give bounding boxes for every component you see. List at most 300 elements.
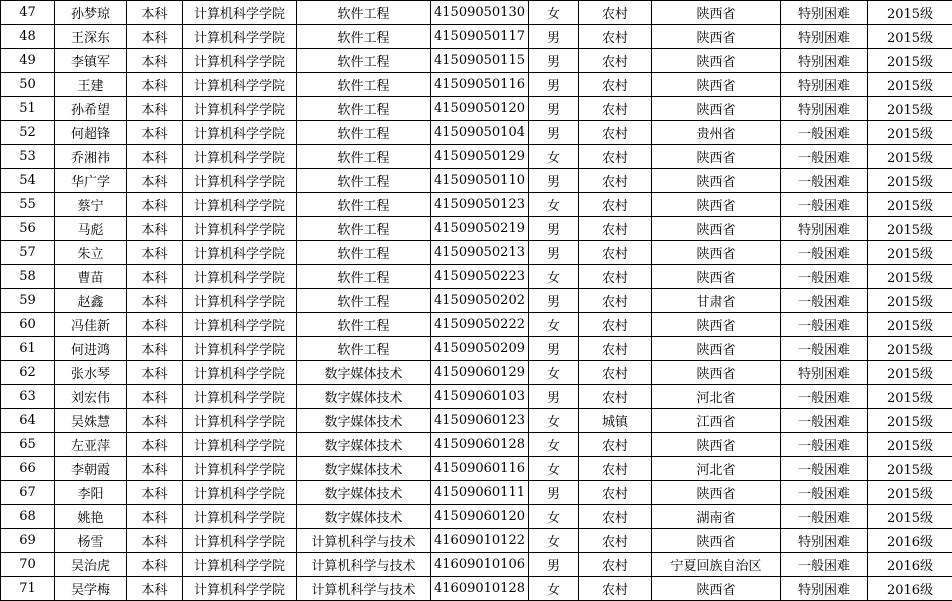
degree-cell: 本科 bbox=[127, 121, 183, 145]
college-cell: 计算机科学学院 bbox=[183, 73, 297, 97]
residence-cell: 农村 bbox=[579, 121, 652, 145]
major-cell: 软件工程 bbox=[297, 241, 431, 265]
index-cell: 61 bbox=[1, 337, 55, 361]
table-row bbox=[1, 121, 952, 145]
table-row bbox=[1, 505, 952, 529]
college-cell: 计算机科学学院 bbox=[183, 121, 297, 145]
name-cell: 吴治虎 bbox=[55, 553, 127, 577]
residence-cell: 农村 bbox=[579, 1, 652, 25]
grade-cell: 2015级 bbox=[868, 217, 952, 241]
province-cell: 江西省 bbox=[652, 409, 781, 433]
residence-cell: 农村 bbox=[579, 553, 652, 577]
difficulty-cell: 一般困难 bbox=[781, 313, 868, 337]
student-id-cell: 41509050120 bbox=[431, 97, 529, 121]
table-row bbox=[1, 385, 952, 409]
gender-cell: 男 bbox=[529, 289, 579, 313]
index-cell: 51 bbox=[1, 97, 55, 121]
difficulty-cell: 特别困难 bbox=[781, 529, 868, 553]
student-id-cell: 41509050202 bbox=[431, 289, 529, 313]
difficulty-cell: 一般困难 bbox=[781, 145, 868, 169]
degree-cell: 本科 bbox=[127, 25, 183, 49]
residence-cell: 农村 bbox=[579, 433, 652, 457]
grade-cell: 2016级 bbox=[868, 553, 952, 577]
difficulty-cell: 特别困难 bbox=[781, 97, 868, 121]
gender-cell: 女 bbox=[529, 433, 579, 457]
difficulty-cell: 一般困难 bbox=[781, 265, 868, 289]
college-cell: 计算机科学学院 bbox=[183, 217, 297, 241]
student-id-cell: 41509060120 bbox=[431, 505, 529, 529]
residence-cell: 农村 bbox=[579, 457, 652, 481]
grade-cell: 2015级 bbox=[868, 361, 952, 385]
degree-cell: 本科 bbox=[127, 193, 183, 217]
college-cell: 计算机科学学院 bbox=[183, 49, 297, 73]
major-cell: 数字媒体技术 bbox=[297, 457, 431, 481]
gender-cell: 女 bbox=[529, 313, 579, 337]
gender-cell: 女 bbox=[529, 577, 579, 601]
major-cell: 计算机科学与技术 bbox=[297, 553, 431, 577]
gender-cell: 男 bbox=[529, 49, 579, 73]
province-cell: 河北省 bbox=[652, 385, 781, 409]
table-row bbox=[1, 457, 952, 481]
difficulty-cell: 特别困难 bbox=[781, 577, 868, 601]
difficulty-cell: 特别困难 bbox=[781, 73, 868, 97]
major-cell: 计算机科学与技术 bbox=[297, 577, 431, 601]
college-cell: 计算机科学学院 bbox=[183, 505, 297, 529]
difficulty-cell: 一般困难 bbox=[781, 385, 868, 409]
table-row bbox=[1, 433, 952, 457]
gender-cell: 女 bbox=[529, 265, 579, 289]
major-cell: 软件工程 bbox=[297, 25, 431, 49]
table-row bbox=[1, 481, 952, 505]
grade-cell: 2015级 bbox=[868, 337, 952, 361]
province-cell: 贵州省 bbox=[652, 121, 781, 145]
grade-cell: 2015级 bbox=[868, 385, 952, 409]
degree-cell: 本科 bbox=[127, 217, 183, 241]
difficulty-cell: 特别困难 bbox=[781, 361, 868, 385]
name-cell: 吴学梅 bbox=[55, 577, 127, 601]
name-cell: 马彪 bbox=[55, 217, 127, 241]
residence-cell: 农村 bbox=[579, 217, 652, 241]
index-cell: 62 bbox=[1, 361, 55, 385]
name-cell: 吴姝慧 bbox=[55, 409, 127, 433]
degree-cell: 本科 bbox=[127, 145, 183, 169]
grade-cell: 2015级 bbox=[868, 505, 952, 529]
college-cell: 计算机科学学院 bbox=[183, 481, 297, 505]
residence-cell: 农村 bbox=[579, 73, 652, 97]
student-id-cell: 41509050213 bbox=[431, 241, 529, 265]
major-cell: 软件工程 bbox=[297, 121, 431, 145]
table-row bbox=[1, 97, 952, 121]
index-cell: 56 bbox=[1, 217, 55, 241]
province-cell: 陕西省 bbox=[652, 361, 781, 385]
student-id-cell: 41509060129 bbox=[431, 361, 529, 385]
college-cell: 计算机科学学院 bbox=[183, 265, 297, 289]
gender-cell: 女 bbox=[529, 409, 579, 433]
grade-cell: 2015级 bbox=[868, 289, 952, 313]
index-cell: 68 bbox=[1, 505, 55, 529]
name-cell: 刘宏伟 bbox=[55, 385, 127, 409]
index-cell: 47 bbox=[1, 1, 55, 25]
index-cell: 63 bbox=[1, 385, 55, 409]
student-id-cell: 41509050130 bbox=[431, 1, 529, 25]
college-cell: 计算机科学学院 bbox=[183, 529, 297, 553]
major-cell: 数字媒体技术 bbox=[297, 481, 431, 505]
college-cell: 计算机科学学院 bbox=[183, 97, 297, 121]
difficulty-cell: 特别困难 bbox=[781, 217, 868, 241]
table-row bbox=[1, 313, 952, 337]
residence-cell: 农村 bbox=[579, 337, 652, 361]
table-row bbox=[1, 409, 952, 433]
index-cell: 54 bbox=[1, 169, 55, 193]
table-row bbox=[1, 337, 952, 361]
grade-cell: 2015级 bbox=[868, 241, 952, 265]
gender-cell: 女 bbox=[529, 193, 579, 217]
degree-cell: 本科 bbox=[127, 49, 183, 73]
gender-cell: 女 bbox=[529, 457, 579, 481]
student-id-cell: 41509050110 bbox=[431, 169, 529, 193]
index-cell: 58 bbox=[1, 265, 55, 289]
major-cell: 软件工程 bbox=[297, 49, 431, 73]
college-cell: 计算机科学学院 bbox=[183, 385, 297, 409]
province-cell: 陕西省 bbox=[652, 217, 781, 241]
degree-cell: 本科 bbox=[127, 313, 183, 337]
province-cell: 陕西省 bbox=[652, 97, 781, 121]
residence-cell: 农村 bbox=[579, 169, 652, 193]
major-cell: 数字媒体技术 bbox=[297, 409, 431, 433]
college-cell: 计算机科学学院 bbox=[183, 337, 297, 361]
province-cell: 陕西省 bbox=[652, 1, 781, 25]
degree-cell: 本科 bbox=[127, 265, 183, 289]
degree-cell: 本科 bbox=[127, 409, 183, 433]
gender-cell: 男 bbox=[529, 73, 579, 97]
grade-cell: 2015级 bbox=[868, 433, 952, 457]
grade-cell: 2015级 bbox=[868, 145, 952, 169]
student-id-cell: 41609010106 bbox=[431, 553, 529, 577]
index-cell: 66 bbox=[1, 457, 55, 481]
gender-cell: 男 bbox=[529, 241, 579, 265]
major-cell: 软件工程 bbox=[297, 169, 431, 193]
college-cell: 计算机科学学院 bbox=[183, 289, 297, 313]
name-cell: 何进鸿 bbox=[55, 337, 127, 361]
difficulty-cell: 一般困难 bbox=[781, 481, 868, 505]
grade-cell: 2015级 bbox=[868, 121, 952, 145]
student-id-cell: 41509050116 bbox=[431, 73, 529, 97]
difficulty-cell: 一般困难 bbox=[781, 241, 868, 265]
residence-cell: 农村 bbox=[579, 481, 652, 505]
index-cell: 71 bbox=[1, 577, 55, 601]
student-id-cell: 41509050104 bbox=[431, 121, 529, 145]
gender-cell: 男 bbox=[529, 169, 579, 193]
index-cell: 52 bbox=[1, 121, 55, 145]
index-cell: 65 bbox=[1, 433, 55, 457]
grade-cell: 2015级 bbox=[868, 457, 952, 481]
name-cell: 孙希望 bbox=[55, 97, 127, 121]
gender-cell: 男 bbox=[529, 385, 579, 409]
grade-cell: 2016级 bbox=[868, 577, 952, 601]
table-row bbox=[1, 73, 952, 97]
name-cell: 王建 bbox=[55, 73, 127, 97]
grade-cell: 2015级 bbox=[868, 265, 952, 289]
grade-cell: 2016级 bbox=[868, 529, 952, 553]
table-row bbox=[1, 577, 952, 601]
major-cell: 软件工程 bbox=[297, 73, 431, 97]
grade-cell: 2015级 bbox=[868, 1, 952, 25]
difficulty-cell: 一般困难 bbox=[781, 433, 868, 457]
student-id-cell: 41509060128 bbox=[431, 433, 529, 457]
gender-cell: 女 bbox=[529, 505, 579, 529]
index-cell: 49 bbox=[1, 49, 55, 73]
college-cell: 计算机科学学院 bbox=[183, 169, 297, 193]
province-cell: 陕西省 bbox=[652, 313, 781, 337]
province-cell: 陕西省 bbox=[652, 169, 781, 193]
name-cell: 李朝霞 bbox=[55, 457, 127, 481]
index-cell: 57 bbox=[1, 241, 55, 265]
province-cell: 河北省 bbox=[652, 457, 781, 481]
college-cell: 计算机科学学院 bbox=[183, 457, 297, 481]
province-cell: 陕西省 bbox=[652, 73, 781, 97]
gender-cell: 女 bbox=[529, 361, 579, 385]
gender-cell: 男 bbox=[529, 481, 579, 505]
residence-cell: 农村 bbox=[579, 361, 652, 385]
index-cell: 53 bbox=[1, 145, 55, 169]
college-cell: 计算机科学学院 bbox=[183, 361, 297, 385]
student-id-cell: 41509060111 bbox=[431, 481, 529, 505]
index-cell: 59 bbox=[1, 289, 55, 313]
name-cell: 杨雪 bbox=[55, 529, 127, 553]
major-cell: 软件工程 bbox=[297, 145, 431, 169]
major-cell: 数字媒体技术 bbox=[297, 361, 431, 385]
degree-cell: 本科 bbox=[127, 385, 183, 409]
gender-cell: 女 bbox=[529, 1, 579, 25]
difficulty-cell: 一般困难 bbox=[781, 409, 868, 433]
table-row bbox=[1, 529, 952, 553]
major-cell: 软件工程 bbox=[297, 337, 431, 361]
residence-cell: 农村 bbox=[579, 265, 652, 289]
student-id-cell: 41509050209 bbox=[431, 337, 529, 361]
degree-cell: 本科 bbox=[127, 337, 183, 361]
student-id-cell: 41509050223 bbox=[431, 265, 529, 289]
grade-cell: 2015级 bbox=[868, 73, 952, 97]
residence-cell: 城镇 bbox=[579, 409, 652, 433]
student-id-cell: 41509050123 bbox=[431, 193, 529, 217]
gender-cell: 男 bbox=[529, 97, 579, 121]
major-cell: 软件工程 bbox=[297, 313, 431, 337]
residence-cell: 农村 bbox=[579, 385, 652, 409]
name-cell: 乔湘祎 bbox=[55, 145, 127, 169]
major-cell: 软件工程 bbox=[297, 97, 431, 121]
college-cell: 计算机科学学院 bbox=[183, 1, 297, 25]
grade-cell: 2015级 bbox=[868, 481, 952, 505]
index-cell: 60 bbox=[1, 313, 55, 337]
name-cell: 王深东 bbox=[55, 25, 127, 49]
major-cell: 数字媒体技术 bbox=[297, 433, 431, 457]
province-cell: 陕西省 bbox=[652, 241, 781, 265]
student-id-cell: 41609010128 bbox=[431, 577, 529, 601]
table-body bbox=[1, 1, 952, 601]
degree-cell: 本科 bbox=[127, 169, 183, 193]
province-cell: 陕西省 bbox=[652, 481, 781, 505]
college-cell: 计算机科学学院 bbox=[183, 313, 297, 337]
name-cell: 李镇军 bbox=[55, 49, 127, 73]
degree-cell: 本科 bbox=[127, 289, 183, 313]
grade-cell: 2015级 bbox=[868, 409, 952, 433]
table-row bbox=[1, 361, 952, 385]
student-id-cell: 41509060116 bbox=[431, 457, 529, 481]
name-cell: 曹苗 bbox=[55, 265, 127, 289]
college-cell: 计算机科学学院 bbox=[183, 241, 297, 265]
major-cell: 软件工程 bbox=[297, 1, 431, 25]
grade-cell: 2015级 bbox=[868, 25, 952, 49]
college-cell: 计算机科学学院 bbox=[183, 193, 297, 217]
difficulty-cell: 特别困难 bbox=[781, 25, 868, 49]
table-row bbox=[1, 217, 952, 241]
degree-cell: 本科 bbox=[127, 553, 183, 577]
name-cell: 姚艳 bbox=[55, 505, 127, 529]
province-cell: 宁夏回族自治区 bbox=[652, 553, 781, 577]
student-id-cell: 41509060123 bbox=[431, 409, 529, 433]
college-cell: 计算机科学学院 bbox=[183, 433, 297, 457]
residence-cell: 农村 bbox=[579, 529, 652, 553]
province-cell: 陕西省 bbox=[652, 433, 781, 457]
grade-cell: 2015级 bbox=[868, 97, 952, 121]
difficulty-cell: 特别困难 bbox=[781, 49, 868, 73]
difficulty-cell: 一般困难 bbox=[781, 505, 868, 529]
gender-cell: 女 bbox=[529, 529, 579, 553]
table-row bbox=[1, 145, 952, 169]
province-cell: 陕西省 bbox=[652, 265, 781, 289]
difficulty-cell: 一般困难 bbox=[781, 457, 868, 481]
difficulty-cell: 一般困难 bbox=[781, 121, 868, 145]
name-cell: 左亚萍 bbox=[55, 433, 127, 457]
college-cell: 计算机科学学院 bbox=[183, 145, 297, 169]
degree-cell: 本科 bbox=[127, 1, 183, 25]
residence-cell: 农村 bbox=[579, 577, 652, 601]
province-cell: 陕西省 bbox=[652, 577, 781, 601]
major-cell: 软件工程 bbox=[297, 193, 431, 217]
residence-cell: 农村 bbox=[579, 241, 652, 265]
residence-cell: 农村 bbox=[579, 25, 652, 49]
province-cell: 湖南省 bbox=[652, 505, 781, 529]
degree-cell: 本科 bbox=[127, 241, 183, 265]
grade-cell: 2015级 bbox=[868, 313, 952, 337]
gender-cell: 男 bbox=[529, 217, 579, 241]
student-id-cell: 41509050117 bbox=[431, 25, 529, 49]
province-cell: 陕西省 bbox=[652, 145, 781, 169]
major-cell: 软件工程 bbox=[297, 289, 431, 313]
table-row bbox=[1, 49, 952, 73]
residence-cell: 农村 bbox=[579, 49, 652, 73]
difficulty-cell: 一般困难 bbox=[781, 553, 868, 577]
college-cell: 计算机科学学院 bbox=[183, 553, 297, 577]
province-cell: 陕西省 bbox=[652, 25, 781, 49]
residence-cell: 农村 bbox=[579, 505, 652, 529]
gender-cell: 男 bbox=[529, 25, 579, 49]
province-cell: 陕西省 bbox=[652, 529, 781, 553]
difficulty-cell: 一般困难 bbox=[781, 169, 868, 193]
grade-cell: 2015级 bbox=[868, 169, 952, 193]
index-cell: 64 bbox=[1, 409, 55, 433]
table-row bbox=[1, 265, 952, 289]
degree-cell: 本科 bbox=[127, 529, 183, 553]
table-row bbox=[1, 241, 952, 265]
college-cell: 计算机科学学院 bbox=[183, 409, 297, 433]
table-row bbox=[1, 289, 952, 313]
residence-cell: 农村 bbox=[579, 289, 652, 313]
student-id-cell: 41609010122 bbox=[431, 529, 529, 553]
index-cell: 67 bbox=[1, 481, 55, 505]
residence-cell: 农村 bbox=[579, 193, 652, 217]
table-row bbox=[1, 193, 952, 217]
degree-cell: 本科 bbox=[127, 433, 183, 457]
gender-cell: 男 bbox=[529, 121, 579, 145]
difficulty-cell: 一般困难 bbox=[781, 289, 868, 313]
degree-cell: 本科 bbox=[127, 457, 183, 481]
residence-cell: 农村 bbox=[579, 313, 652, 337]
name-cell: 李阳 bbox=[55, 481, 127, 505]
difficulty-cell: 特别困难 bbox=[781, 1, 868, 25]
province-cell: 陕西省 bbox=[652, 49, 781, 73]
student-id-cell: 41509050219 bbox=[431, 217, 529, 241]
name-cell: 张水琴 bbox=[55, 361, 127, 385]
student-id-cell: 41509060103 bbox=[431, 385, 529, 409]
major-cell: 计算机科学与技术 bbox=[297, 529, 431, 553]
table-row bbox=[1, 169, 952, 193]
province-cell: 甘肃省 bbox=[652, 289, 781, 313]
difficulty-cell: 一般困难 bbox=[781, 337, 868, 361]
gender-cell: 女 bbox=[529, 145, 579, 169]
name-cell: 冯佳新 bbox=[55, 313, 127, 337]
degree-cell: 本科 bbox=[127, 481, 183, 505]
name-cell: 何超锋 bbox=[55, 121, 127, 145]
residence-cell: 农村 bbox=[579, 145, 652, 169]
table-row bbox=[1, 1, 952, 25]
table-row bbox=[1, 553, 952, 577]
name-cell: 华广学 bbox=[55, 169, 127, 193]
degree-cell: 本科 bbox=[127, 73, 183, 97]
degree-cell: 本科 bbox=[127, 97, 183, 121]
college-cell: 计算机科学学院 bbox=[183, 25, 297, 49]
degree-cell: 本科 bbox=[127, 505, 183, 529]
province-cell: 陕西省 bbox=[652, 337, 781, 361]
index-cell: 70 bbox=[1, 553, 55, 577]
name-cell: 朱立 bbox=[55, 241, 127, 265]
index-cell: 50 bbox=[1, 73, 55, 97]
grade-cell: 2015级 bbox=[868, 49, 952, 73]
table-row bbox=[1, 25, 952, 49]
index-cell: 48 bbox=[1, 25, 55, 49]
major-cell: 数字媒体技术 bbox=[297, 385, 431, 409]
major-cell: 数字媒体技术 bbox=[297, 505, 431, 529]
gender-cell: 男 bbox=[529, 337, 579, 361]
name-cell: 孙梦琼 bbox=[55, 1, 127, 25]
degree-cell: 本科 bbox=[127, 361, 183, 385]
residence-cell: 农村 bbox=[579, 97, 652, 121]
grade-cell: 2015级 bbox=[868, 193, 952, 217]
index-cell: 69 bbox=[1, 529, 55, 553]
degree-cell: 本科 bbox=[127, 577, 183, 601]
student-id-cell: 41509050222 bbox=[431, 313, 529, 337]
college-cell: 计算机科学学院 bbox=[183, 577, 297, 601]
name-cell: 赵鑫 bbox=[55, 289, 127, 313]
student-id-cell: 41509050129 bbox=[431, 145, 529, 169]
major-cell: 软件工程 bbox=[297, 265, 431, 289]
student-id-cell: 41509050115 bbox=[431, 49, 529, 73]
index-cell: 55 bbox=[1, 193, 55, 217]
province-cell: 陕西省 bbox=[652, 193, 781, 217]
difficulty-cell: 一般困难 bbox=[781, 193, 868, 217]
gender-cell: 男 bbox=[529, 553, 579, 577]
major-cell: 软件工程 bbox=[297, 217, 431, 241]
